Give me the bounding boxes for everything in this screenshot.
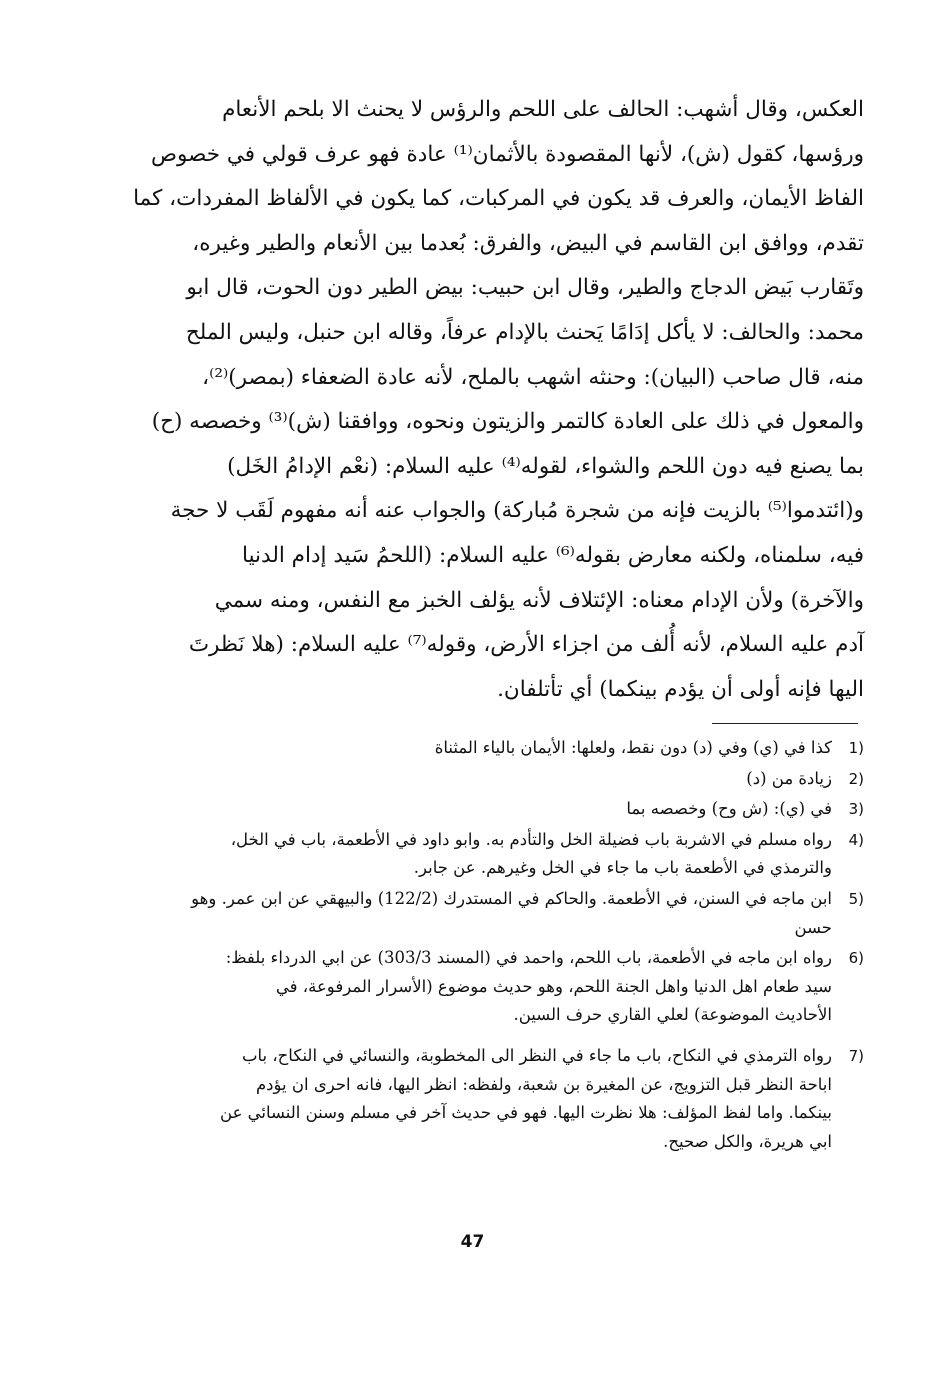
body-line: محمد: والحالف: لا يأكل إدَامًا يَحنث بالإدام عرفاً، وقاله ابن حنبل، وليس الملح <box>185 319 864 345</box>
body-line: و(ائتدموا⁽⁵⁾ بالزيت فإنه من شجرة مُباركة) والجواب عنه أنه مفهوم لَقَب لا حجة <box>170 498 864 524</box>
footnote-line: رواه الترمذي في النكاح، باب ما جاء في النظر الى المخطوبة، والنسائي في النكاح، باب <box>241 1045 832 1065</box>
body-line: والآخرة) ولأن الإدام معناه: الإئتلاف لأنه يؤلف الخبز مع النفس، ومنه سمي <box>214 587 864 613</box>
body-line: اليها فإنه أولى أن يؤدم بينكما) أي تأتلفان. <box>497 676 864 702</box>
footnote-2 <box>186 765 864 794</box>
footnote-text <box>186 944 832 1030</box>
body-line: بما يصنع فيه دون اللحم والشواء، لقوله⁽⁴⁾ عليه السلام: (نعْم الإدامُ الخَل) <box>227 453 864 479</box>
footnote-number: 1) <box>848 739 864 757</box>
body-line: وتَقارب بَيض الدجاج والطير، وقال ابن حبيب: بيض الطير دون الحوت، قال ابو <box>186 275 864 301</box>
body-line: الفاظ الأيمان، والعرف قد يكون في المركبات، كما يكون في الألفاظ المفردات، كما <box>133 186 864 212</box>
footnote-5 <box>186 885 864 942</box>
footnote-line: سيد طعام اهل الدنيا واهل الجنة اللحم، وهو حديث موضوع (الأسرار المرفوعة، في <box>275 976 832 996</box>
footnote-text <box>186 885 832 942</box>
footnote-line: الأحاديث الموضوعة) لعلي القاري حرف السين. <box>513 1005 832 1025</box>
main-body-text <box>133 88 864 712</box>
body-line: منه، قال صاحب (البيان): وحنثه اشهب بالملح، لأنه عادة الضعفاء (بمصر)⁽²⁾، <box>202 364 864 390</box>
footnote-text <box>186 795 832 824</box>
footnote-6 <box>186 944 864 1030</box>
footnote-text <box>186 826 832 883</box>
footnote-line: كذا في (ي) وفي (د) دون نقط، ولعلها: الأيمان بالياء المثناة <box>434 738 832 757</box>
body-line: والمعول في ذلك على العادة كالتمر والزيتون ونحوه، ووافقنا (ش)⁽³⁾ وخصصه (ح) <box>151 409 864 435</box>
footnote-line: اباحة النظر قبل التزويج، عن المغيرة بن شعبة، ولفظه: انظر اليها، فانه احرى ان يؤدم <box>255 1074 832 1094</box>
body-line: ورؤسها، كقول (ش)، لأنها المقصودة بالأثمان⁽¹⁾ عادة فهو عرف قولي في خصوص <box>151 141 864 167</box>
body-line: فيه، سلمناه، ولكنه معارض بقوله⁽⁶⁾ عليه السلام: (اللحمُ سَيد إدام الدنيا <box>242 542 864 568</box>
body-line: العكس، وقال أشهب: الحالف على اللحم والرؤس لا يحنث الا بلحم الأنعام <box>222 97 864 122</box>
footnote-line: والترمذي في الأطعمة باب ما جاء في الخل وغيرهم. عن جابر. <box>413 858 832 878</box>
body-line: تقدم، ووافق ابن القاسم في البيض، والفرق: بُعدما بين الأنعام والطير وغيره، <box>192 230 864 256</box>
footnote-number: 2) <box>848 769 864 788</box>
footnote-line: في (ي): (ش وح) وخصصه بما <box>626 799 832 819</box>
page-number: 47 <box>460 1232 485 1252</box>
footnote-line: ابي هريرة، والكل صحيح. <box>663 1131 832 1151</box>
footnote-divider <box>712 723 858 724</box>
footnote-line: رواه ابن ماجه في الأطعمة، باب اللحم، واحمد في (المسند 303/3) عن ابي الدرداء بلفظ: <box>225 948 832 968</box>
footnote-1 <box>186 734 864 763</box>
footnote-text <box>186 765 832 794</box>
footnote-text <box>186 1042 832 1156</box>
footnote-line: رواه مسلم في الاشربة باب فضيلة الخل والتأدم به. وابو داود في الأطعمة، باب في الخل، <box>230 829 832 849</box>
footnote-text <box>186 734 832 763</box>
footnote-line: ابن ماجه في السنن، في الأطعمة. والحاكم في المستدرك (122/2) والبيهقي عن ابن عمر. وهو <box>191 888 832 908</box>
footnote-number: 7) <box>848 1046 864 1065</box>
footnote-line: زيادة من (د) <box>746 768 832 788</box>
footnote-number: 6) <box>848 949 864 968</box>
footnote-number: 5) <box>848 889 864 908</box>
footnote-3 <box>186 795 864 824</box>
footnote-line: حسن <box>794 917 832 937</box>
footnote-7 <box>186 1042 864 1156</box>
footnote-number: 4) <box>848 830 864 849</box>
body-line: آدم عليه السلام، لأنه أُلف من اجزاء الأرض، وقوله⁽⁷⁾ عليه السلام: (هلا نَظرتَ <box>188 632 864 658</box>
footnote-line: بينكما. واما لفظ المؤلف: هلا نظرت اليها. فهو في حديث آخر في مسلم وسنن النسائي عن <box>220 1103 832 1123</box>
footnote-4 <box>186 826 864 883</box>
footnote-number: 3) <box>848 800 864 819</box>
footnotes-section <box>186 734 864 1158</box>
